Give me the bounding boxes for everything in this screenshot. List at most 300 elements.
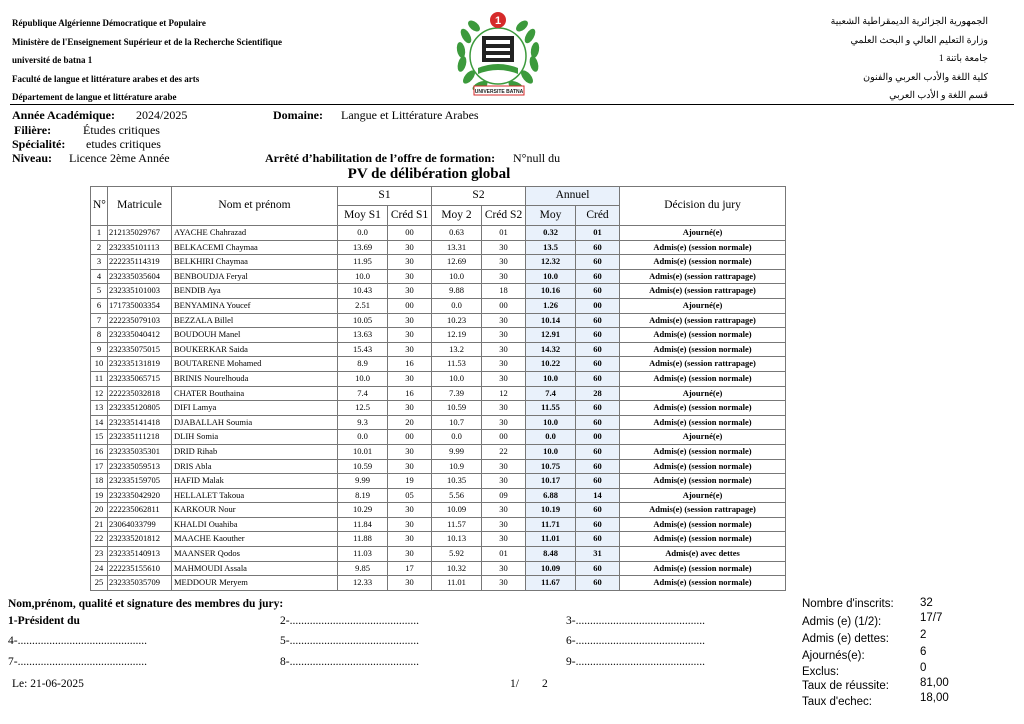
row-moy-s1: 10.01 bbox=[338, 444, 388, 459]
table-row bbox=[91, 576, 786, 591]
row-num: 10 bbox=[91, 357, 108, 372]
col-header-cred: Créd bbox=[576, 206, 620, 226]
row-cred-annuel: 28 bbox=[576, 386, 620, 401]
row-moy-annuel: 11.67 bbox=[526, 576, 576, 591]
row-matricule: 232335101003 bbox=[108, 284, 172, 299]
row-cred-s2: 30 bbox=[482, 503, 526, 518]
row-cred-s2: 30 bbox=[482, 313, 526, 328]
row-moy-annuel: 7.4 bbox=[526, 386, 576, 401]
header-rule bbox=[10, 104, 1014, 105]
row-num: 15 bbox=[91, 430, 108, 445]
row-cred-s1: 00 bbox=[388, 226, 432, 241]
row-cred-s1: 30 bbox=[388, 459, 432, 474]
row-cred-s2: 30 bbox=[482, 255, 526, 270]
page-title: PV de délibération global bbox=[347, 166, 511, 182]
row-cred-annuel: 60 bbox=[576, 444, 620, 459]
row-cred-s1: 05 bbox=[388, 488, 432, 503]
row-nom: MAACHE Kaouther bbox=[172, 532, 338, 547]
row-moy-s2: 10.13 bbox=[432, 532, 482, 547]
row-decision: Admis(e) (session normale) bbox=[620, 532, 786, 547]
row-cred-s1: 16 bbox=[388, 386, 432, 401]
stat-value: 2 bbox=[920, 629, 927, 641]
row-cred-annuel: 60 bbox=[576, 459, 620, 474]
row-nom: DRIS Abla bbox=[172, 459, 338, 474]
row-matricule: 232335131819 bbox=[108, 357, 172, 372]
domaine-label: Domaine: bbox=[273, 108, 323, 122]
row-cred-s2: 01 bbox=[482, 547, 526, 562]
stat-label: Exclus: bbox=[802, 666, 840, 678]
row-cred-s2: 30 bbox=[482, 561, 526, 576]
row-moy-s2: 10.0 bbox=[432, 269, 482, 284]
header-left-line: Ministère de l'Enseignement Supérieur et de la Recherche Scientifique bbox=[12, 36, 282, 47]
header-left-line: université de batna 1 bbox=[12, 55, 93, 65]
row-num: 20 bbox=[91, 503, 108, 518]
row-cred-annuel: 00 bbox=[576, 430, 620, 445]
row-decision: Admis(e) (session normale) bbox=[620, 517, 786, 532]
row-moy-s2: 10.09 bbox=[432, 503, 482, 518]
table-row bbox=[91, 503, 786, 518]
jury-member-3: 3-............................................. bbox=[566, 615, 705, 627]
header-right bbox=[831, 13, 988, 106]
row-cred-annuel: 60 bbox=[576, 240, 620, 255]
row-cred-s1: 30 bbox=[388, 342, 432, 357]
row-moy-annuel: 11.71 bbox=[526, 517, 576, 532]
row-moy-s2: 7.39 bbox=[432, 386, 482, 401]
jury-member-5: 5-............................................. bbox=[280, 635, 419, 647]
row-moy-annuel: 10.09 bbox=[526, 561, 576, 576]
header-right-line: جامعة باتنة 1 bbox=[938, 54, 988, 65]
row-decision: Ajourné(e) bbox=[620, 488, 786, 503]
row-decision: Admis(e) (session normale) bbox=[620, 474, 786, 489]
row-cred-s2: 00 bbox=[482, 430, 526, 445]
row-nom: BRINIS Nourelhouda bbox=[172, 371, 338, 386]
table-row bbox=[91, 342, 786, 357]
annee-label: Année Académique: bbox=[12, 108, 115, 122]
row-moy-s1: 10.59 bbox=[338, 459, 388, 474]
row-cred-s1: 30 bbox=[388, 328, 432, 343]
row-moy-s1: 0.0 bbox=[338, 430, 388, 445]
col-header-moy-2: Moy 2 bbox=[432, 206, 482, 226]
row-moy-annuel: 10.0 bbox=[526, 269, 576, 284]
row-moy-s1: 12.5 bbox=[338, 401, 388, 416]
row-num: 23 bbox=[91, 547, 108, 562]
row-cred-s2: 30 bbox=[482, 269, 526, 284]
specialite-value: etudes critiques bbox=[86, 137, 161, 151]
row-cred-s2: 30 bbox=[482, 357, 526, 372]
niveau-value: Licence 2ème Année bbox=[69, 151, 170, 165]
row-num: 22 bbox=[91, 532, 108, 547]
row-decision: Admis(e) (session rattrapage) bbox=[620, 357, 786, 372]
row-moy-s2: 0.63 bbox=[432, 226, 482, 241]
row-nom: DRID Rihab bbox=[172, 444, 338, 459]
row-cred-s1: 30 bbox=[388, 532, 432, 547]
table-row bbox=[91, 313, 786, 328]
row-cred-annuel: 00 bbox=[576, 298, 620, 313]
row-moy-s2: 13.2 bbox=[432, 342, 482, 357]
row-num: 2 bbox=[91, 240, 108, 255]
row-decision: Ajourné(e) bbox=[620, 386, 786, 401]
row-cred-annuel: 60 bbox=[576, 357, 620, 372]
specialite-label: Spécialité: bbox=[12, 137, 66, 151]
row-decision: Admis(e) (session rattrapage) bbox=[620, 284, 786, 299]
row-moy-s2: 11.01 bbox=[432, 576, 482, 591]
row-cred-s2: 30 bbox=[482, 401, 526, 416]
table-row bbox=[91, 488, 786, 503]
row-cred-s1: 30 bbox=[388, 503, 432, 518]
row-num: 1 bbox=[91, 226, 108, 241]
row-cred-s1: 30 bbox=[388, 401, 432, 416]
row-num: 12 bbox=[91, 386, 108, 401]
row-num: 11 bbox=[91, 371, 108, 386]
row-moy-s1: 10.43 bbox=[338, 284, 388, 299]
col-header-moy-s1: Moy S1 bbox=[338, 206, 388, 226]
row-matricule: 232335101113 bbox=[108, 240, 172, 255]
row-moy-s1: 10.29 bbox=[338, 503, 388, 518]
row-num: 3 bbox=[91, 255, 108, 270]
row-decision: Ajourné(e) bbox=[620, 430, 786, 445]
row-moy-annuel: 6.88 bbox=[526, 488, 576, 503]
row-nom: CHATER Bouthaina bbox=[172, 386, 338, 401]
row-cred-s1: 30 bbox=[388, 255, 432, 270]
col-header-cred-s1: Créd S1 bbox=[388, 206, 432, 226]
row-cred-s1: 30 bbox=[388, 444, 432, 459]
header-left-line: République Algérienne Démocratique et Populaire bbox=[12, 18, 206, 28]
arrete-value: N°null du bbox=[513, 151, 561, 165]
row-moy-s1: 10.0 bbox=[338, 269, 388, 284]
row-num: 7 bbox=[91, 313, 108, 328]
row-matricule: 232335120805 bbox=[108, 401, 172, 416]
row-moy-annuel: 0.0 bbox=[526, 430, 576, 445]
row-moy-s2: 10.32 bbox=[432, 561, 482, 576]
jury-member-9: 9-............................................. bbox=[566, 656, 705, 668]
row-num: 25 bbox=[91, 576, 108, 591]
row-nom: HELLALET Takoua bbox=[172, 488, 338, 503]
row-moy-annuel: 13.5 bbox=[526, 240, 576, 255]
row-moy-s1: 15.43 bbox=[338, 342, 388, 357]
row-matricule: 232335075015 bbox=[108, 342, 172, 357]
row-matricule: 171735003354 bbox=[108, 298, 172, 313]
row-matricule: 232335140913 bbox=[108, 547, 172, 562]
header-right-line: قسم اللغة و الأدب العربي bbox=[889, 91, 988, 102]
row-cred-annuel: 60 bbox=[576, 415, 620, 430]
col-header-nom: Nom et prénom bbox=[172, 187, 338, 226]
col-header-decision: Décision du jury bbox=[620, 187, 786, 226]
row-num: 6 bbox=[91, 298, 108, 313]
row-moy-s1: 9.85 bbox=[338, 561, 388, 576]
row-moy-s1: 11.84 bbox=[338, 517, 388, 532]
stat-value: 17/7 bbox=[920, 612, 943, 624]
row-cred-s2: 30 bbox=[482, 517, 526, 532]
row-cred-annuel: 60 bbox=[576, 371, 620, 386]
row-moy-s1: 11.03 bbox=[338, 547, 388, 562]
row-nom: DLIH Somia bbox=[172, 430, 338, 445]
stat-label: Admis (e) (1/2): bbox=[802, 616, 882, 628]
row-nom: MAANSER Qodos bbox=[172, 547, 338, 562]
row-cred-annuel: 60 bbox=[576, 269, 620, 284]
table-row bbox=[91, 284, 786, 299]
row-cred-annuel: 60 bbox=[576, 503, 620, 518]
row-matricule: 232335035301 bbox=[108, 444, 172, 459]
row-nom: BELKACEMI Chaymaa bbox=[172, 240, 338, 255]
row-moy-s2: 10.9 bbox=[432, 459, 482, 474]
row-moy-s1: 8.19 bbox=[338, 488, 388, 503]
row-decision: Admis(e) (session normale) bbox=[620, 459, 786, 474]
table-row bbox=[91, 269, 786, 284]
row-matricule: 222235062811 bbox=[108, 503, 172, 518]
col-header-cred-s2: Créd S2 bbox=[482, 206, 526, 226]
row-nom: AYACHE Chahrazad bbox=[172, 226, 338, 241]
jury-member-8: 8-............................................. bbox=[280, 656, 419, 668]
row-moy-s2: 10.59 bbox=[432, 401, 482, 416]
jury-member-6: 6-............................................. bbox=[566, 635, 705, 647]
row-cred-s1: 00 bbox=[388, 430, 432, 445]
results-table bbox=[90, 186, 786, 591]
table-row bbox=[91, 357, 786, 372]
row-moy-s1: 2.51 bbox=[338, 298, 388, 313]
row-cred-s1: 30 bbox=[388, 269, 432, 284]
row-moy-annuel: 10.0 bbox=[526, 444, 576, 459]
row-moy-s1: 9.3 bbox=[338, 415, 388, 430]
row-moy-s1: 11.88 bbox=[338, 532, 388, 547]
row-num: 19 bbox=[91, 488, 108, 503]
row-cred-annuel: 14 bbox=[576, 488, 620, 503]
row-moy-s2: 11.53 bbox=[432, 357, 482, 372]
row-cred-s1: 19 bbox=[388, 474, 432, 489]
row-decision: Ajourné(e) bbox=[620, 226, 786, 241]
table-row bbox=[91, 226, 786, 241]
row-moy-s1: 11.95 bbox=[338, 255, 388, 270]
row-num: 17 bbox=[91, 459, 108, 474]
row-matricule: 222235079103 bbox=[108, 313, 172, 328]
table-row bbox=[91, 401, 786, 416]
row-nom: KHALDI Ouahiba bbox=[172, 517, 338, 532]
row-moy-s2: 12.69 bbox=[432, 255, 482, 270]
row-matricule: 222235114319 bbox=[108, 255, 172, 270]
row-decision: Admis(e) (session normale) bbox=[620, 240, 786, 255]
footer-page-total: 2 bbox=[542, 678, 548, 690]
row-cred-s2: 01 bbox=[482, 226, 526, 241]
row-cred-s2: 12 bbox=[482, 386, 526, 401]
row-nom: KARKOUR Nour bbox=[172, 503, 338, 518]
row-moy-annuel: 1.26 bbox=[526, 298, 576, 313]
row-cred-s2: 30 bbox=[482, 328, 526, 343]
row-matricule: 232335035709 bbox=[108, 576, 172, 591]
row-cred-annuel: 60 bbox=[576, 342, 620, 357]
row-moy-s1: 13.69 bbox=[338, 240, 388, 255]
table-row bbox=[91, 444, 786, 459]
row-decision: Admis(e) (session rattrapage) bbox=[620, 269, 786, 284]
row-cred-s1: 00 bbox=[388, 298, 432, 313]
table-row bbox=[91, 561, 786, 576]
header-left bbox=[12, 14, 282, 107]
row-cred-s2: 30 bbox=[482, 415, 526, 430]
row-cred-annuel: 60 bbox=[576, 328, 620, 343]
table-row bbox=[91, 430, 786, 445]
filiere-value: Études critiques bbox=[83, 123, 160, 137]
row-moy-annuel: 11.01 bbox=[526, 532, 576, 547]
row-moy-annuel: 8.48 bbox=[526, 547, 576, 562]
stat-value: 6 bbox=[920, 646, 927, 658]
jury-member-7: 7-............................................. bbox=[8, 656, 147, 668]
stat-value: 0 bbox=[920, 662, 927, 674]
row-decision: Admis(e) (session normale) bbox=[620, 561, 786, 576]
row-nom: BENDIB Aya bbox=[172, 284, 338, 299]
row-matricule: 232335059513 bbox=[108, 459, 172, 474]
row-moy-s2: 10.7 bbox=[432, 415, 482, 430]
row-cred-annuel: 60 bbox=[576, 474, 620, 489]
table-row bbox=[91, 459, 786, 474]
col-header-s2: S2 bbox=[432, 187, 526, 206]
jury-member-1: 1-Président du bbox=[8, 615, 80, 627]
row-moy-s2: 5.56 bbox=[432, 488, 482, 503]
row-decision: Admis(e) (session normale) bbox=[620, 371, 786, 386]
stat-label: Taux d'echec: bbox=[802, 696, 872, 708]
row-moy-s1: 12.33 bbox=[338, 576, 388, 591]
table-row bbox=[91, 298, 786, 313]
table-row bbox=[91, 240, 786, 255]
row-moy-s2: 13.31 bbox=[432, 240, 482, 255]
row-cred-annuel: 60 bbox=[576, 532, 620, 547]
jury-member-4: 4-............................................. bbox=[8, 635, 147, 647]
stat-value: 32 bbox=[920, 597, 933, 609]
row-moy-annuel: 11.55 bbox=[526, 401, 576, 416]
row-matricule: 222235155610 bbox=[108, 561, 172, 576]
row-nom: BENYAMINA Youcef bbox=[172, 298, 338, 313]
row-matricule: 232335141418 bbox=[108, 415, 172, 430]
row-nom: BOUTARENE Mohamed bbox=[172, 357, 338, 372]
row-moy-s2: 11.57 bbox=[432, 517, 482, 532]
row-num: 9 bbox=[91, 342, 108, 357]
row-cred-s1: 30 bbox=[388, 371, 432, 386]
col-header-s1: S1 bbox=[338, 187, 432, 206]
domaine-value: Langue et Littérature Arabes bbox=[341, 108, 479, 122]
row-cred-s1: 30 bbox=[388, 313, 432, 328]
row-nom: BELKHIRI Chaymaa bbox=[172, 255, 338, 270]
row-decision: Admis(e) (session rattrapage) bbox=[620, 313, 786, 328]
filiere-label: Filière: bbox=[14, 123, 52, 137]
row-nom: BENBOUDJA Feryal bbox=[172, 269, 338, 284]
row-nom: BOUDOUH Manel bbox=[172, 328, 338, 343]
row-nom: DJABALLAH Soumia bbox=[172, 415, 338, 430]
row-cred-s1: 30 bbox=[388, 576, 432, 591]
table-row bbox=[91, 547, 786, 562]
row-num: 18 bbox=[91, 474, 108, 489]
row-moy-s2: 5.92 bbox=[432, 547, 482, 562]
row-cred-annuel: 60 bbox=[576, 576, 620, 591]
row-matricule: 232335111218 bbox=[108, 430, 172, 445]
header-left-line: Faculté de langue et littérature arabes et des arts bbox=[12, 73, 200, 84]
row-nom: HAFID Malak bbox=[172, 474, 338, 489]
row-cred-s2: 30 bbox=[482, 532, 526, 547]
row-matricule: 232335042920 bbox=[108, 488, 172, 503]
row-num: 16 bbox=[91, 444, 108, 459]
col-header-num: N° bbox=[91, 187, 108, 226]
row-decision: Ajourné(e) bbox=[620, 298, 786, 313]
row-moy-s2: 9.88 bbox=[432, 284, 482, 299]
jury-heading: Nom,prénom, qualité et signature des membres du jury: bbox=[8, 598, 284, 610]
row-matricule: 23064033799 bbox=[108, 517, 172, 532]
row-cred-annuel: 01 bbox=[576, 226, 620, 241]
table-row bbox=[91, 517, 786, 532]
row-moy-annuel: 14.32 bbox=[526, 342, 576, 357]
row-moy-s2: 12.19 bbox=[432, 328, 482, 343]
row-decision: Admis(e) (session normale) bbox=[620, 415, 786, 430]
col-header-matricule: Matricule bbox=[108, 187, 172, 226]
row-num: 13 bbox=[91, 401, 108, 416]
row-moy-annuel: 12.32 bbox=[526, 255, 576, 270]
row-matricule: 212135029767 bbox=[108, 226, 172, 241]
row-moy-s1: 9.99 bbox=[338, 474, 388, 489]
row-decision: Admis(e) (session rattrapage) bbox=[620, 503, 786, 518]
row-cred-annuel: 31 bbox=[576, 547, 620, 562]
row-matricule: 232335201812 bbox=[108, 532, 172, 547]
row-moy-annuel: 10.0 bbox=[526, 415, 576, 430]
stat-value: 81,00 bbox=[920, 677, 949, 689]
jury-member-2: 2-............................................. bbox=[280, 615, 419, 627]
row-moy-annuel: 10.22 bbox=[526, 357, 576, 372]
row-num: 21 bbox=[91, 517, 108, 532]
row-decision: Admis(e) (session normale) bbox=[620, 328, 786, 343]
stat-label: Nombre d'inscrits: bbox=[802, 598, 894, 610]
row-cred-s1: 17 bbox=[388, 561, 432, 576]
row-matricule: 222235032818 bbox=[108, 386, 172, 401]
row-moy-s2: 10.0 bbox=[432, 371, 482, 386]
row-cred-s1: 30 bbox=[388, 517, 432, 532]
row-cred-s2: 30 bbox=[482, 474, 526, 489]
header-right-line: الجمهورية الجزائرية الديمقراطية الشعبية bbox=[830, 17, 988, 27]
row-moy-s1: 0.0 bbox=[338, 226, 388, 241]
row-decision: Admis(e) avec dettes bbox=[620, 547, 786, 562]
row-decision: Admis(e) (session normale) bbox=[620, 401, 786, 416]
row-nom: MAHMOUDI Assala bbox=[172, 561, 338, 576]
results-table-body bbox=[91, 226, 786, 591]
table-row bbox=[91, 371, 786, 386]
row-matricule: 232335035604 bbox=[108, 269, 172, 284]
row-cred-s1: 30 bbox=[388, 547, 432, 562]
row-cred-annuel: 60 bbox=[576, 255, 620, 270]
table-row bbox=[91, 474, 786, 489]
row-cred-s2: 30 bbox=[482, 240, 526, 255]
row-decision: Admis(e) (session normale) bbox=[620, 342, 786, 357]
row-matricule: 232335159705 bbox=[108, 474, 172, 489]
row-moy-s2: 10.35 bbox=[432, 474, 482, 489]
row-cred-annuel: 60 bbox=[576, 561, 620, 576]
footer-page: 1/ bbox=[510, 678, 519, 690]
row-moy-s1: 8.9 bbox=[338, 357, 388, 372]
row-moy-annuel: 10.16 bbox=[526, 284, 576, 299]
row-cred-s2: 30 bbox=[482, 342, 526, 357]
row-decision: Admis(e) (session normale) bbox=[620, 576, 786, 591]
col-header-moy: Moy bbox=[526, 206, 576, 226]
row-cred-s2: 18 bbox=[482, 284, 526, 299]
header-right-line: وزارة التعليم العالي و البحث العلمي bbox=[850, 35, 988, 46]
row-num: 14 bbox=[91, 415, 108, 430]
header-right-line: كلية اللغة والأدب العربي والفنون bbox=[863, 72, 988, 83]
row-cred-annuel: 60 bbox=[576, 313, 620, 328]
stat-label: Admis (e) dettes: bbox=[802, 633, 889, 645]
annee-value: 2024/2025 bbox=[136, 108, 188, 122]
stat-label: Ajournés(e): bbox=[802, 650, 865, 662]
row-nom: MEDDOUR Meryem bbox=[172, 576, 338, 591]
row-cred-s1: 30 bbox=[388, 240, 432, 255]
table-row bbox=[91, 386, 786, 401]
row-nom: BOUKERKAR Saida bbox=[172, 342, 338, 357]
table-row bbox=[91, 328, 786, 343]
row-cred-s1: 30 bbox=[388, 284, 432, 299]
row-moy-annuel: 0.32 bbox=[526, 226, 576, 241]
row-moy-s2: 0.0 bbox=[432, 298, 482, 313]
col-header-annuel: Annuel bbox=[526, 187, 620, 206]
